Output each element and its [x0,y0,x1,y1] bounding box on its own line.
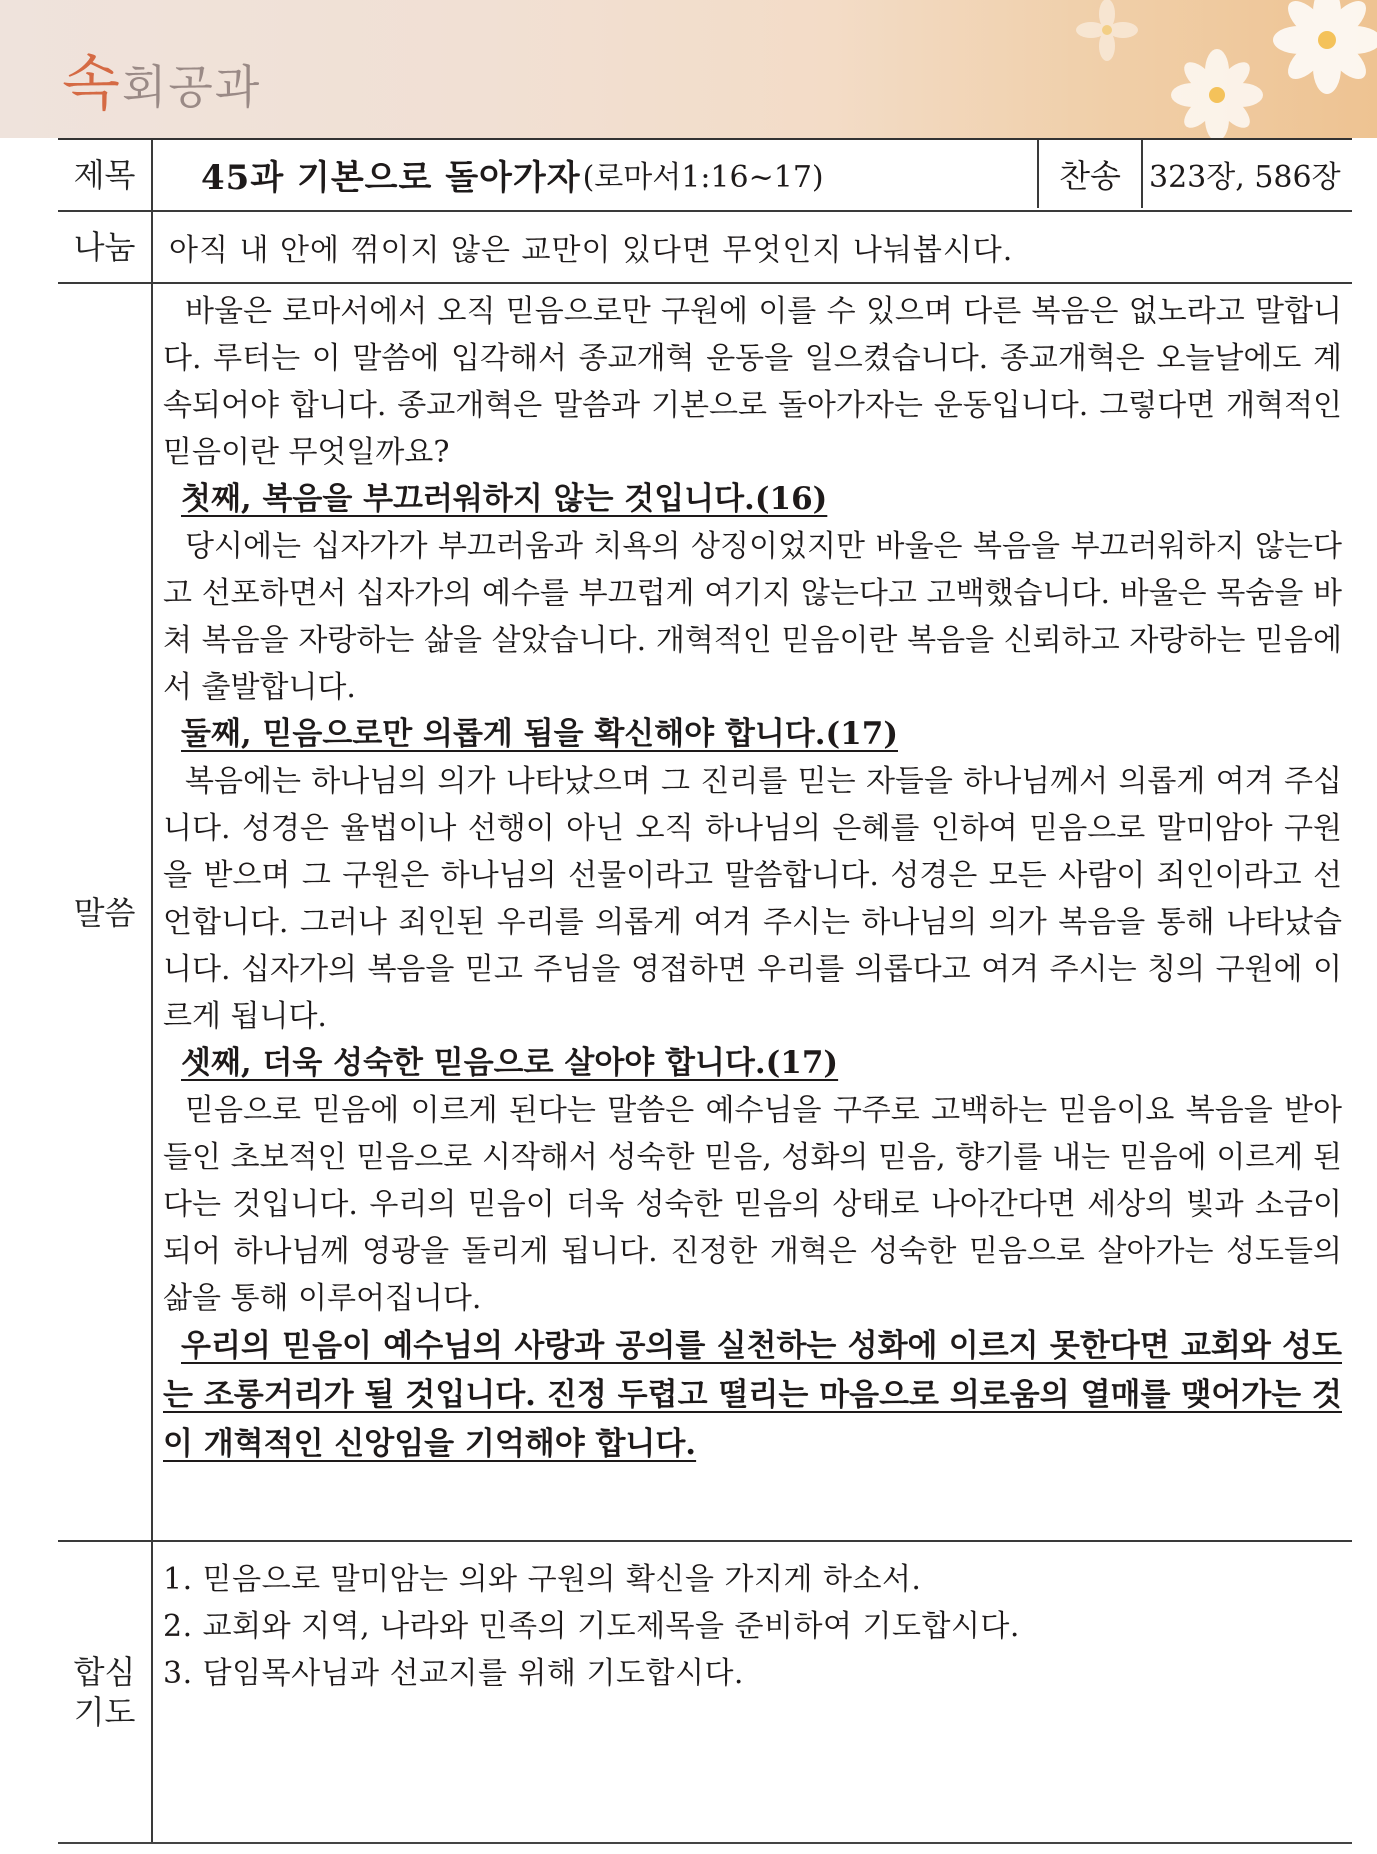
share-row [58,210,1352,282]
prayer-label-line1: 합심 [73,1653,136,1691]
title-row [58,140,1352,210]
section-heading [163,711,1342,758]
section-heading-text: 둘째, 믿음으로만 의롭게 됨을 확신해야 합니다.(17) [181,716,898,752]
hymn-value: 323장, 586장 [1149,160,1341,195]
share-question: 아직 내 안에 꺾이지 않은 교만이 있다면 무엇인지 나눠봅시다. [169,233,1014,268]
section-paragraph: 복음에는 하나님의 의가 나타났으며 그 진리를 믿는 자들을 하나님께서 의롭게 여겨 주십니다. 성경은 율법이나 선행이 아닌 오직 하나님의 은혜를 인하여 믿음으로 말미암아 구원을 받으며 그 구원은 하나님의 선물이라고 말씀합니다. 성경은 모든 사람이 죄인이라고 선언합니다. 그러나 죄인된 우리를 의롭게 여겨 주시는 하나님의 의가 복음을 통해 나타났습니다. 십자가의 복음을 믿고 주님을 영접하면 우리를 의롭다고 여겨 주시는 칭의 구원에 이르게 됩니다. [163,764,1342,1034]
prayer-label-line2: 기도 [73,1693,136,1731]
title-label: 제목 [58,140,153,210]
section-heading [163,1040,1342,1087]
prayer-label [58,1542,153,1842]
prayer-item: 2. 교회와 지역, 나라와 민족의 기도제목을 준비하여 기도합시다. [163,1609,1020,1644]
closing-text: 우리의 믿음이 예수님의 사랑과 공의를 실천하는 성화에 이르지 못한다면 교회와 성도는 조롱거리가 될 것입니다. 진정 두렵고 떨리는 마음으로 의로움의 열매를 맺어가는 것이 개혁적인 신앙임을 기억해야 합니다. [163,1328,1342,1462]
section-heading-text: 셋째, 더욱 성숙한 믿음으로 살아야 합니다.(17) [181,1045,839,1081]
word-content [153,284,1352,1542]
hymn-label: 찬송 [1037,140,1143,208]
word-body [163,288,1342,1469]
share-content [153,212,1352,282]
prayer-item: 1. 믿음으로 말미암는 의와 구원의 확신을 가지게 하소서. [163,1562,922,1597]
logo-first-char: 속 [62,49,120,119]
lesson-title-text: 45과 기본으로 돌아가자 [201,157,581,198]
lesson-table [58,138,1352,1844]
section-logo [62,14,262,119]
share-label: 나눔 [58,212,153,282]
prayer-row [58,1540,1352,1842]
closing-statement [163,1322,1342,1469]
scripture-reference: (로마서1:16~17) [582,160,824,195]
header-band [0,0,1377,138]
word-label: 말씀 [58,284,153,1542]
flower-decoration [857,0,1377,138]
prayer-item: 3. 담임목사님과 선교지를 위해 기도합시다. [163,1656,744,1691]
title-content [153,140,1352,210]
section-heading [163,476,1342,523]
word-row [58,282,1352,1542]
prayer-list [163,1556,1020,1697]
intro-paragraph: 바울은 로마서에서 오직 믿음으로만 구원에 이를 수 있으며 다른 복음은 없노라고 말합니다. 루터는 이 말씀에 입각해서 종교개혁 운동을 일으켰습니다. 종교개혁은 오늘날에도 계속되어야 합니다. 종교개혁은 말씀과 기본으로 돌아가자는 운동입니다. 그렇다면 개혁적인 믿음이란 무엇일까요? [163,294,1342,470]
section-paragraph: 믿음으로 믿음에 이르게 된다는 말씀은 예수님을 구주로 고백하는 믿음이요 복음을 받아들인 초보적인 믿음으로 시작해서 성숙한 믿음, 성화의 믿음, 향기를 내는 믿음에 이르게 된다는 것입니다. 우리의 믿음이 더욱 성숙한 믿음의 상태로 나아간다면 세상의 빛과 소금이 되어 하나님께 영광을 돌리게 됩니다. 진정한 개혁은 성숙한 믿음으로 살아가는 성도들의 삶을 통해 이루어집니다. [163,1093,1342,1316]
section-heading-text: 첫째, 복음을 부끄러워하지 않는 것입니다.(16) [181,481,828,517]
logo-rest: 회공과 [121,60,262,114]
lesson-title [201,140,824,208]
prayer-content [153,1542,1352,1842]
section-paragraph: 당시에는 십자가가 부끄러움과 치욕의 상징이었지만 바울은 복음을 부끄러워하지 않는다고 선포하면서 십자가의 예수를 부끄럽게 여기지 않는다고 고백했습니다. 바울은 목숨을 바쳐 복음을 자랑하는 삶을 살았습니다. 개혁적인 믿음이란 복음을 신뢰하고 자랑하는 믿음에서 출발합니다. [163,529,1343,705]
